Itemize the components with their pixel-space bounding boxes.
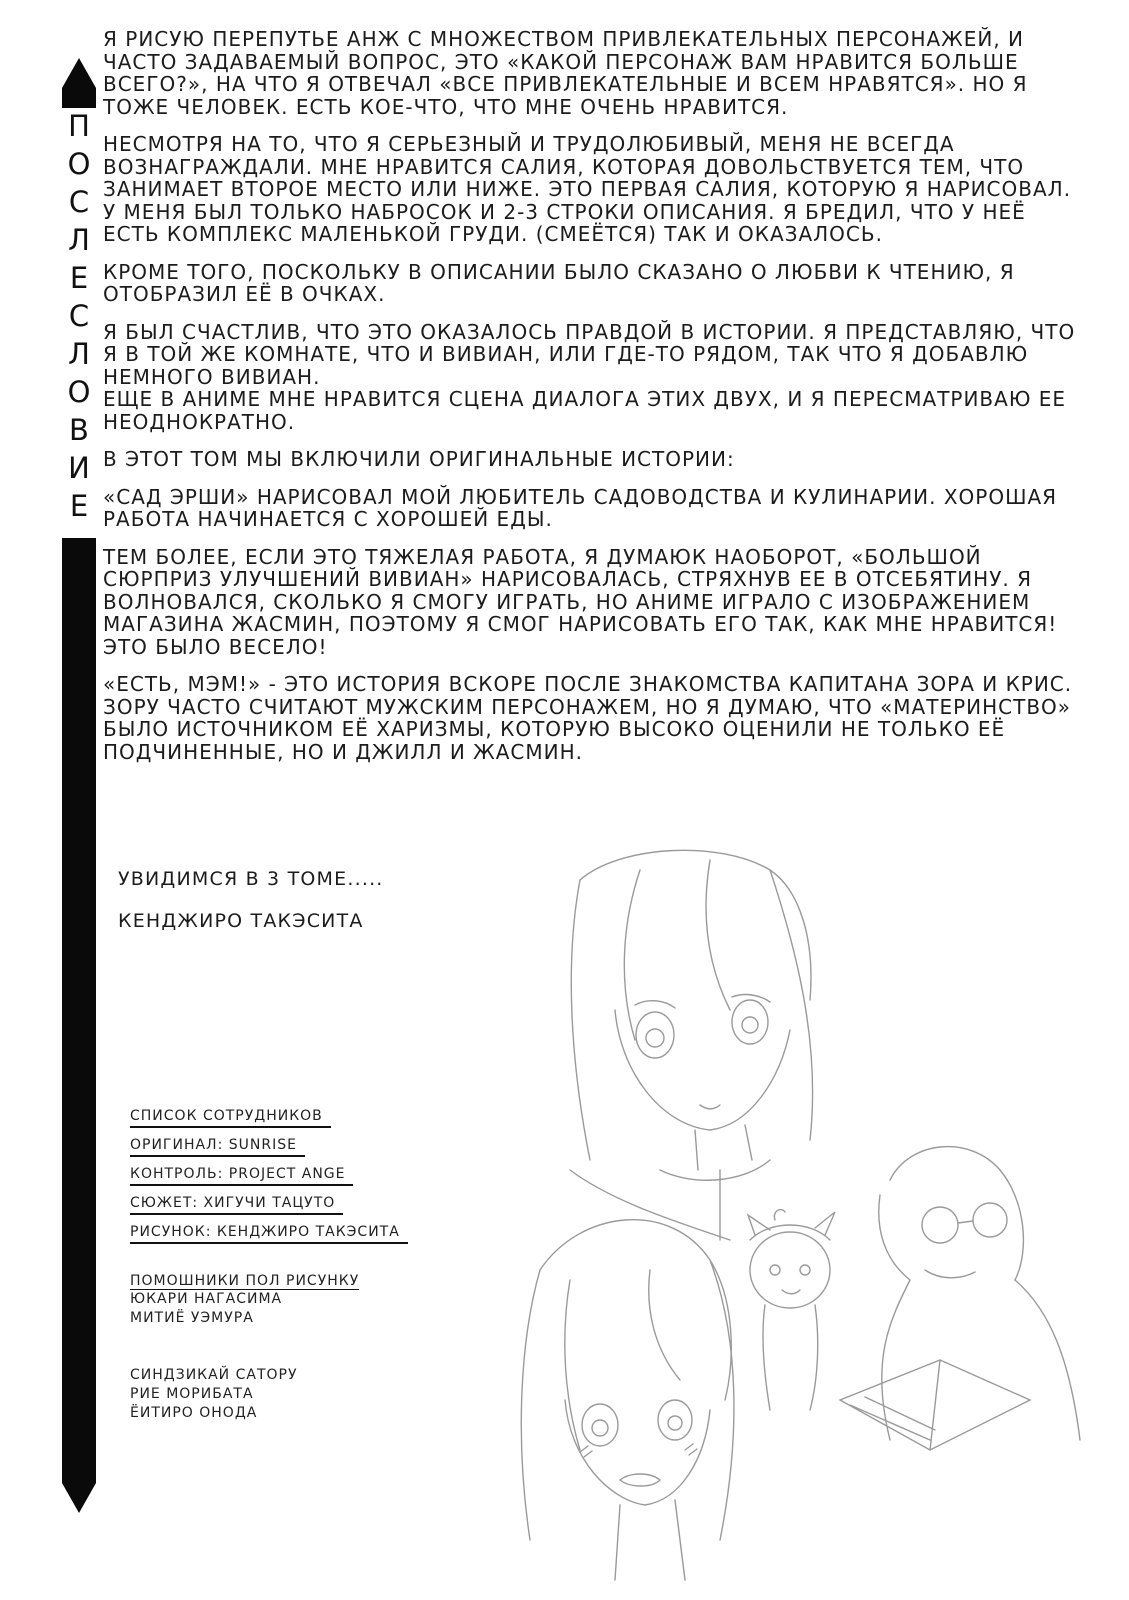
credit-staff-title: СПИСОК СОТРУДНИКОВ [130,1108,331,1128]
paragraph: Я РИСУЮ ПЕРЕПУТЬЕ АНЖ С МНОЖЕСТВОМ ПРИВЛЕКАТЕЛЬНЫХ ПЕРСОНАЖЕЙ, И ЧАСТО ЗАДАВАЕМЫЙ ВОПРОС, ЭТО «КАКОЙ ПЕРСОНАЖ ВАМ НРАВИТСЯ БОЛЬШЕ ВСЕГО?», НА ЧТО Я ОТВЕЧАЛ «ВСЕ ПРИВЛЕКАТЕЛЬНЫЕ И ВСЕМ НРАВЯТСЯ». НО Я ТОЖЕ ЧЕЛОВЕК. ЕСТЬ КОЕ-ЧТО, ЧТО МНЕ ОЧЕНЬ НРАВИТСЯ. [103,27,1028,119]
title-letter: О [67,375,91,409]
see-you-line: УВИДИМСЯ В 3 ТОМЕ..... [118,868,384,890]
paragraph: «САД ЭРШИ» НАРИСОВАЛ МОЙ ЛЮБИТЕЛЬ САДОВОДСТВА И КУЛИНАРИИ. ХОРОШАЯ РАБОТА НАЧИНАЕТСЯ С ХОРОШЕЙ ЕДЫ. [103,484,1058,531]
assistant-name: ЮКАРИ НАГАСИМА [130,1291,283,1307]
title-bar-cap-bottom [62,1483,96,1513]
assistant-name: ЁИТИРО ОНОДА [130,1405,258,1421]
title-letter: И [68,451,90,485]
paragraph: В ЭТОТ ТОМ МЫ ВКЛЮЧИЛИ ОРИГИНАЛЬНЫЕ ИСТОРИИ: [103,447,735,471]
title-letter: П [68,109,90,143]
title-letter: О [67,147,91,181]
vertical-title [62,108,96,538]
credit-story: СЮЖЕТ: ХИГУЧИ ТАЦУТО [130,1195,343,1215]
credit-control: КОНТРОЛЬ: PROJECT ANGE [130,1166,353,1186]
title-letter: С [68,185,90,219]
author-name: КЕНДЖИРО ТАКЭСИТА [118,910,364,932]
title-letter: С [68,299,90,333]
assistant-name: СИНДЗИКАЙ САТОРУ [130,1367,298,1383]
title-letter: Л [68,337,90,371]
paragraph: ТЕМ БОЛЕЕ, ЕСЛИ ЭТО ТЯЖЕЛАЯ РАБОТА, Я ДУМАЮК НАОБОРОТ, «БОЛЬШОЙ СЮРПРИЗ УЛУЧШЕНИЙ ВИВИАН» НАРИСОВАЛАСЬ, СТРЯХНУВ ЕЕ В ОТСЕБЯТИНУ. Я ВОЛНОВАЛСЯ, СКОЛЬКО Я СМОГУ ИГРАТЬ, НО АНИМЕ ИГРАЛО С ИЗОБРАЖЕНИЕМ МАГАЗИНА ЖАСМИН, ПОЭТОМУ Я СМОГ НАРИСОВАТЬ ЕГО ТАК, КАК МНЕ НРАВИТСЯ!ЭТО БЫЛО ВЕСЕЛО! [103,544,1058,659]
paragraph: «ЕСТЬ, МЭМ!» - ЭТО ИСТОРИЯ ВСКОРЕ ПОСЛЕ ЗНАКОМСТВА КАПИТАНА ЗОРА И КРИС. ЗОРУ ЧАСТО СЧИТАЮТ МУЖСКИМ ПЕРСОНАЖЕМ, НО Я ДУМАЮ, ЧТО «МАТЕРИНСТВО» БЫЛО ИСТОЧНИКОМ ЕЁ ХАРИЗМЫ, КОТОРУЮ ВЫСОКО ОЦЕНИЛИ НЕ ТОЛЬКО ЕЁ ПОДЧИНЕННЫЕ, НО И ДЖИЛЛ И ЖАСМИН. [103,672,1073,764]
title-letter: Е [69,489,89,523]
assistant-name: МИТИЁ УЭМУРА [130,1310,254,1326]
paragraph: Я БЫЛ СЧАСТЛИВ, ЧТО ЭТО ОКАЗАЛОСЬ ПРАВДОЙ В ИСТОРИИ. Я ПРЕДСТАВЛЯЮ, ЧТО Я В ТОЙ ЖЕ КОМНАТЕ, ЧТО И ВИВИАН, ИЛИ ГДЕ-ТО РЯДОМ, ТАК ЧТО Я ДОБАВЛЮ НЕМНОГО ВИВИАН. ЕЩЕ В АНИМЕ МНЕ НРАВИТСЯ СЦЕНА ДИАЛОГА ЭТИХ ДВУХ, И Я ПЕРЕСМАТРИВАЮ ЕЕ НЕОДНОКРАТНО. [103,319,1076,434]
paragraph: НЕСМОТРЯ НА ТО, ЧТО Я СЕРЬЕЗНЫЙ И ТРУДОЛЮБИВЫЙ, МЕНЯ НЕ ВСЕГДА ВОЗНАГРАЖДАЛИ. МНЕ НРАВИТСЯ САЛИЯ, КОТОРАЯ ДОВОЛЬСТВУЕТСЯ ТЕМ, ЧТО ЗАНИМАЕТ ВТОРОЕ МЕСТО ИЛИ НИЖЕ. ЭТО ПЕРВАЯ САЛИЯ, КОТОРУЮ Я НАРИСОВАЛ. У МЕНЯ БЫЛ ТОЛЬКО НАБРОСОК И 2-3 СТРОКИ ОПИСАНИЯ. Я БРЕДИЛ, ЧТО У НЕЁ ЕСТЬ КОМПЛЕКС МАЛЕНЬКОЙ ГРУДИ. (СМЕЁТСЯ) ТАК И ОКАЗАЛОСЬ. [103,132,1072,246]
assistant-name: РИЕ МОРИБАТА [130,1386,254,1402]
title-letter: Л [68,223,90,257]
credit-art: РИСУНОК: КЕНДЖИРО ТАКЭСИТА [130,1224,408,1244]
afterword-body [103,28,1088,778]
staff-credits [130,1108,430,1423]
assistants-title: ПОМОШНИКИ ПОЛ РИСУНКУ [130,1273,360,1289]
title-letter: Е [69,261,89,295]
title-letter: В [69,413,89,447]
credit-original: ОРИГИНАЛ: SUNRISE [130,1137,305,1157]
character-sketch-illustration [470,840,1110,1600]
title-bar-cap-top [62,58,96,88]
paragraph: КРОМЕ ТОГО, ПОСКОЛЬКУ В ОПИСАНИИ БЫЛО СКАЗАНО О ЛЮБВИ К ЧТЕНИЮ, Я ОТОБРАЗИЛ ЕЁ В ОЧКАХ. [103,259,1015,306]
